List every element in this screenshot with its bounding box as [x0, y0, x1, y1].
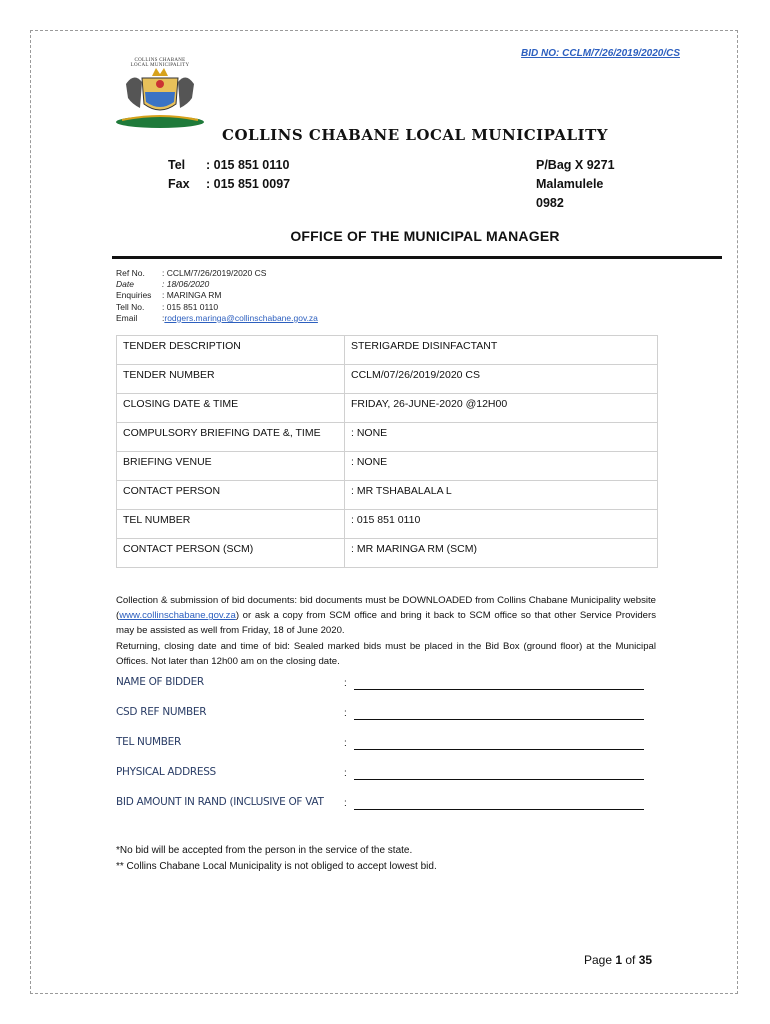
email-row: [116, 313, 318, 324]
bidder-field-line[interactable]: [354, 809, 644, 810]
bidder-field-line[interactable]: [354, 719, 644, 720]
table-row: [117, 452, 658, 481]
tender-value: CCLM/07/26/2019/2020 CS: [345, 365, 658, 394]
note-1: *No bid will be accepted from the person in the service of the state.: [116, 845, 413, 856]
bidder-field-colon: :: [344, 708, 347, 719]
tender-value: : 015 851 0110: [345, 510, 658, 539]
website-link[interactable]: www.collinschabane.gov.za: [119, 610, 236, 622]
enquiries-label: Enquiries: [116, 290, 152, 301]
contact-numbers: [168, 158, 290, 196]
bidder-field[interactable]: [116, 706, 656, 736]
enquiries-row: [116, 290, 318, 301]
email-label: Email: [116, 312, 138, 323]
tender-value: : NONE: [345, 452, 658, 481]
tender-label: COMPULSORY BRIEFING DATE &, TIME: [117, 423, 345, 452]
table-row: [117, 394, 658, 423]
bidder-field-line[interactable]: [354, 779, 644, 780]
email-colon: :: [162, 312, 165, 323]
page-total: 35: [638, 953, 653, 967]
tender-value: : MR TSHABALALA L: [345, 481, 658, 510]
page-current: 1: [615, 953, 623, 967]
address-line-1: P/Bag X 9271: [536, 158, 615, 172]
bidder-field-label: TEL NUMBER: [116, 736, 181, 748]
fax-row: [168, 177, 290, 196]
ref-label: Ref No.: [116, 268, 145, 278]
bidder-field-label: BID AMOUNT IN RAND (INCLUSIVE OF VAT: [116, 796, 324, 808]
tel-label: Tel: [168, 158, 186, 172]
bidder-field-colon: :: [344, 738, 347, 749]
tel-row: [168, 158, 290, 177]
page-number: [584, 953, 652, 967]
tender-value: STERIGARDE DISINFACTANT: [345, 336, 658, 365]
bidder-field-line[interactable]: [354, 749, 644, 750]
page-prefix: Page: [584, 953, 616, 967]
tender-value: FRIDAY, 26-JUNE-2020 @12H00: [345, 394, 658, 423]
logo-text-line-2: LOCAL MUNICIPALITY: [130, 63, 190, 68]
postal-address: [536, 158, 615, 215]
table-row: [117, 423, 658, 452]
notes: [116, 843, 437, 875]
bidder-field[interactable]: [116, 766, 656, 796]
header-divider: [112, 256, 722, 259]
tender-label: BRIEFING VENUE: [117, 452, 345, 481]
instructions-paragraph: [116, 593, 656, 669]
bidder-field-label: NAME OF BIDDER: [116, 676, 204, 688]
instructions-text-2: ) or ask a copy from SCM office and bring it back to SCM office so that other Service Providers may be assisted as well from Friday, 18 of June 2020.: [116, 610, 656, 637]
logo-text: [112, 58, 208, 68]
email-link[interactable]: rodgers.maringa@collinschabane.gov.za: [164, 312, 318, 323]
tell-value: : 015 851 0110: [162, 301, 219, 312]
fax-value: : 015 851 0097: [206, 177, 291, 191]
fax-label: Fax: [168, 177, 190, 191]
bidder-field-colon: :: [344, 798, 347, 809]
tender-value: : MR MARINGA RM (SCM): [345, 539, 658, 568]
tender-label: TEL NUMBER: [117, 510, 345, 539]
address-line-2: Malamulele: [536, 177, 604, 191]
date-value: : 18/06/2020: [162, 279, 210, 290]
tender-label: TENDER NUMBER: [117, 365, 345, 394]
reference-block: [116, 268, 318, 324]
bidder-field-label: CSD REF NUMBER: [116, 706, 207, 718]
table-row: [117, 510, 658, 539]
date-label: Date: [116, 279, 134, 290]
bidder-fields: [116, 676, 656, 826]
page-of: of: [622, 953, 639, 967]
tender-value: : NONE: [345, 423, 658, 452]
tell-label: Tell No.: [116, 301, 145, 312]
tel-value: : 015 851 0110: [206, 158, 290, 172]
table-row: [117, 481, 658, 510]
tender-table: [116, 335, 658, 568]
returning-text: Returning, closing date and time of bid: Sealed marked bids must be placed in the Bid Box (ground floor) at the Municipal Offices. Not later than 12h00 am on the closing date.: [116, 640, 656, 667]
office-title: OFFICE OF THE MUNICIPAL MANAGER: [290, 228, 560, 244]
municipality-logo: [112, 54, 208, 130]
bidder-field[interactable]: [116, 676, 656, 706]
tender-label: CONTACT PERSON: [117, 481, 345, 510]
enquiries-value: : MARINGA RM: [162, 290, 222, 301]
instructions-text-1: Collection & submission of bid documents: bid documents must be DOWNLOADED from Collins Chabane Municipality website (: [116, 595, 656, 622]
ref-row: [116, 268, 318, 279]
table-row: [117, 539, 658, 568]
tender-label: CLOSING DATE & TIME: [117, 394, 345, 423]
bidder-field-colon: :: [344, 768, 347, 779]
address-line-3: 0982: [536, 196, 564, 210]
tender-label: CONTACT PERSON (SCM): [117, 539, 345, 568]
note-2: ** Collins Chabane Local Municipality is not obliged to accept lowest bid.: [116, 861, 437, 872]
page-title: COLLINS CHABANE LOCAL MUNICIPALITY: [222, 126, 608, 144]
bidder-field-line[interactable]: [354, 689, 644, 690]
bid-number: BID NO: CCLM/7/26/2019/2020/CS: [521, 48, 680, 59]
table-row: [117, 336, 658, 365]
logo-text-line-1: COLLINS CHABANE: [134, 58, 186, 63]
bidder-field-label: PHYSICAL ADDRESS: [116, 766, 216, 778]
tender-label: TENDER DESCRIPTION: [117, 336, 345, 365]
tell-row: [116, 302, 318, 313]
bidder-field-colon: :: [344, 678, 347, 689]
ref-value: : CCLM/7/26/2019/2020 CS: [162, 268, 267, 278]
bidder-field[interactable]: [116, 736, 656, 766]
bidder-field[interactable]: [116, 796, 656, 826]
table-row: [117, 365, 658, 394]
date-row: [116, 279, 318, 290]
